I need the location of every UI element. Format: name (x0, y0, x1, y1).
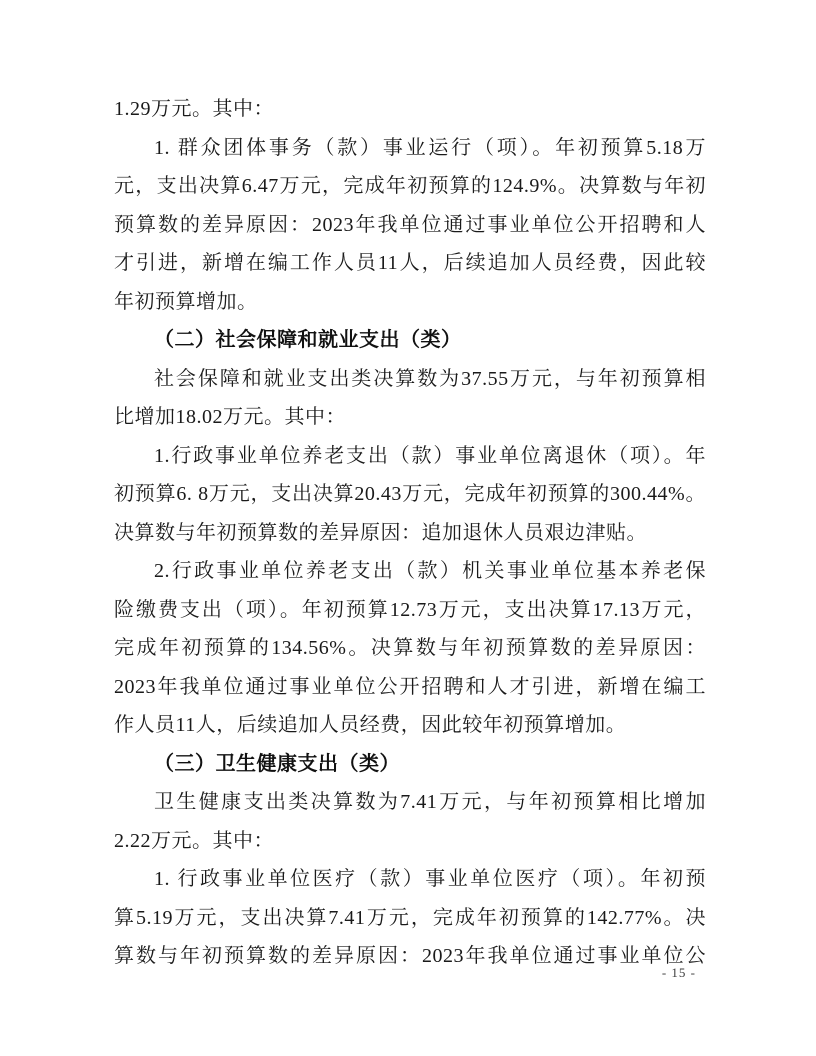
paragraph-line: 1.29万元。其中： (114, 98, 274, 120)
paragraph (114, 552, 706, 745)
paragraph-line: 元，支出决算6.47万元，完成年初预算的124.9%。决算数与年初 (114, 175, 706, 197)
section-heading: （三）卫生健康支出（类） (154, 752, 400, 775)
paragraph-line: 2.22万元。其中： (114, 829, 274, 852)
paragraph-line: 险缴费支出（项）。年初预算12.73万元，支出决算17.13万元， (114, 598, 706, 621)
paragraph-line: 算数与年初预算数的差异原因：2023年我单位通过事业单位公 (114, 945, 706, 967)
paragraph-line: 比增加18.02万元。其中： (114, 406, 346, 428)
paragraph (114, 360, 706, 437)
section-heading-block (114, 745, 706, 784)
paragraph-line: 算5.19万元，支出决算7.41万元，完成年初预算的142.77%。决 (114, 906, 706, 929)
paragraph-line: 2.行政事业单位养老支出（款）机关事业单位基本养老保 (154, 560, 706, 582)
paragraph (114, 90, 706, 129)
paragraph-line: 作人员11人，后续追加人员经费，因此较年初预算增加。 (114, 714, 627, 736)
paragraph-line: 1.行政事业单位养老支出（款）事业单位离退休（项）。年 (154, 444, 706, 467)
paragraph (114, 437, 706, 553)
paragraph-line: 1. 群众团体事务（款）事业运行（项）。年初预算5.18万 (154, 136, 706, 159)
paragraph-line: 才引进，新增在编工作人员11人，后续追加人员经费，因此较 (114, 252, 706, 274)
paragraph (114, 783, 706, 860)
paragraph-line: 预算数的差异原因：2023年我单位通过事业单位公开招聘和人 (114, 213, 706, 236)
paragraph-line: 2023年我单位通过事业单位公开招聘和人才引进，新增在编工 (114, 675, 706, 698)
paragraph-line: 社会保障和就业支出类决算数为37.55万元，与年初预算相 (154, 367, 706, 390)
paragraph (114, 129, 706, 322)
paragraph-line: 决算数与年初预算数的差异原因：追加退休人员艰边津贴。 (114, 521, 647, 544)
document-body (114, 90, 706, 976)
section-heading: （二）社会保障和就业支出（类） (154, 329, 462, 351)
paragraph-line: 完成年初预算的134.56%。决算数与年初预算数的差异原因： (114, 637, 706, 659)
paragraph-line: 初预算6. 8万元，支出决算20.43万元，完成年初预算的300.44%。 (114, 483, 706, 505)
section-heading-block (114, 321, 706, 360)
page-number: - 15 - (661, 965, 696, 980)
paragraph-line: 年初预算增加。 (114, 290, 258, 313)
paragraph-line: 卫生健康支出类决算数为7.41万元，与年初预算相比增加 (154, 791, 706, 813)
paragraph (114, 860, 706, 976)
paragraph-line: 1. 行政事业单位医疗（款）事业单位医疗（项）。年初预 (154, 868, 706, 890)
